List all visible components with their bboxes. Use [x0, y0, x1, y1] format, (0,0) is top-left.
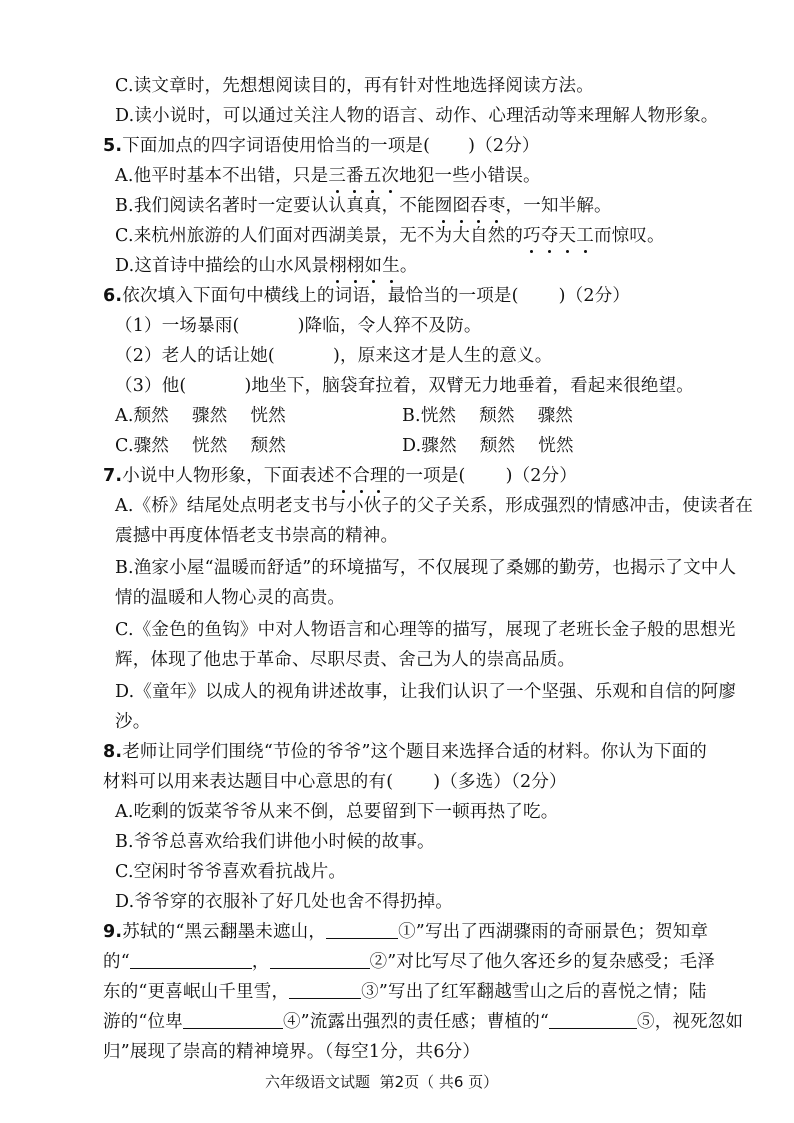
- question-9-line3: [103, 980, 707, 1004]
- question-number: 9.: [103, 922, 123, 942]
- fill-blank-3[interactable]: [289, 980, 361, 999]
- q5-option-b: [115, 194, 612, 218]
- question-text: ②”对比写尽了他久客还乡的复杂感受；毛泽: [369, 952, 716, 972]
- question-text: 材料可以用来表达题目中心意思的有(: [103, 772, 394, 792]
- dotted-char: 理: [370, 466, 388, 486]
- sentence-text: )降临，令人猝不及防。: [297, 316, 482, 336]
- q8-option-c: C.空闲时爷爷喜欢看抗战片。: [115, 862, 347, 882]
- question-score: )（2分）: [468, 136, 540, 156]
- q8-option-d: D.爷爷穿的衣服补了好几处也舍不得扔掉。: [115, 892, 453, 912]
- question-text: 苏轼的“黑云翻墨未遮山，: [122, 922, 327, 942]
- question-number: 6.: [103, 286, 123, 306]
- q4-option-c: C.读文章时，先想想阅读目的，再有针对性地选择阅读方法。: [115, 76, 594, 96]
- question-text: 东的“更喜岷山千里雪，: [103, 982, 290, 1002]
- question-text: ③”写出了红军翻越雪山之后的喜悦之情；陆: [361, 982, 707, 1002]
- q7-option-d-line2: 沙。: [115, 712, 151, 732]
- question-text: 小说中人物形象，下面表述: [122, 466, 335, 486]
- q5-option-c: [115, 224, 665, 248]
- sentence-text: （2）老人的话让她(: [115, 346, 275, 366]
- option-text: B.我们阅读名著时一定要认认真真，不能: [115, 196, 435, 216]
- fill-blank-5[interactable]: [549, 1010, 637, 1029]
- q7-option-c-line1: C.《金色的鱼钩》中对人物语言和心理等的描写，展现了老班长金子般的思想光: [115, 620, 736, 640]
- dotted-char: 合: [352, 466, 371, 486]
- dotted-char: 枣: [487, 196, 506, 216]
- fill-blank-2a[interactable]: [130, 950, 252, 969]
- question-text: 游的“位卑: [103, 1012, 183, 1032]
- question-text: 依次填入下面句中横线上的词语，最恰当的一项是(: [122, 286, 519, 306]
- dotted-char: 番: [346, 166, 364, 186]
- dotted-char: 五: [363, 166, 382, 186]
- option-text: 地犯一些小错误。: [399, 166, 541, 186]
- question-text: 下面加点的四字词语使用恰当的一项是(: [122, 136, 431, 156]
- q7-option-a-line2: 震撼中再度体悟老支书崇高的精神。: [115, 526, 399, 546]
- question-5-stem: [103, 134, 540, 158]
- dotted-char: 天: [558, 226, 577, 246]
- dotted-char: 不: [334, 466, 353, 486]
- q8-option-b: B.爷爷总喜欢给我们讲他小时候的故事。: [115, 832, 435, 852]
- dotted-char: 囵: [452, 196, 471, 216]
- question-text: ①”写出了西湖骤雨的奇丽景色；贺知章: [398, 922, 709, 942]
- question-number: 5.: [103, 136, 123, 156]
- sentence-text: )，原来这才是人生的意义。: [332, 346, 553, 366]
- q5-option-d: [115, 254, 418, 278]
- question-7-stem: [103, 464, 577, 488]
- dotted-char: 巧: [523, 226, 541, 246]
- question-9-line2: [103, 950, 715, 974]
- q7-option-b-line1: B.渔家小屋“温暖而舒适”的环境描写，不仅展现了桑娜的勤劳，也揭示了文中人: [115, 558, 737, 578]
- footer-page-number: 第2页（ 共6 页）: [379, 1073, 499, 1091]
- dotted-char: 栩: [346, 256, 365, 276]
- dotted-char: 工: [576, 226, 594, 246]
- question-text: ④”流露出强烈的责任感；曹植的“: [282, 1012, 550, 1032]
- q5-option-a: [115, 164, 541, 188]
- q4-option-d: D.读小说时，可以通过关注人物的语言、动作、心理活动等来理解人物形象。: [115, 106, 719, 126]
- option-text: 而惊叹。: [593, 226, 665, 246]
- option-text: ，一知半解。: [505, 196, 612, 216]
- question-8-stem-line2: [103, 770, 567, 794]
- dotted-char: 囫: [434, 196, 453, 216]
- q7-option-c-line2: 辉，体现了他忠于革命、尽职尽责、舍己为人的崇高品质。: [115, 650, 576, 670]
- question-9-line1: [103, 920, 708, 944]
- option-text: C.来杭州旅游的人们面对西湖美景，无不为大自然的: [115, 226, 524, 246]
- option-text: 。: [399, 256, 418, 276]
- option-text: A.他平时基本不出错，只是: [115, 166, 329, 186]
- question-text: 老师让同学们围绕“节俭的爷爷”这个题目来选择合适的材料。你认为下面的: [122, 742, 707, 762]
- question-text: 的一项是(: [387, 466, 466, 486]
- q7-option-a-line1: A.《桥》结尾处点明老支书与小伙子的父子关系，形成强烈的情感冲击，使读者在: [115, 496, 754, 516]
- fill-blank-1[interactable]: [326, 920, 398, 939]
- page-footer: [265, 1072, 498, 1092]
- sentence-text: )地坐下，脑袋耷拉着，双臂无力地垂着，看起来很绝望。: [244, 376, 694, 396]
- q6-sentence-2: [115, 344, 552, 368]
- q7-option-d-line1: D.《童年》以成人的视角讲述故事，让我们认识了一个坚强、乐观和自信的阿廖: [115, 682, 737, 702]
- q7-option-b-line2: 情的温暖和人物心灵的高贵。: [115, 588, 346, 608]
- question-9-line5: 归”展现了崇高的精神境界。（每空1分，共6分）: [103, 1042, 481, 1062]
- dotted-char: 吞: [470, 196, 488, 216]
- question-score: )（2分）: [558, 286, 631, 306]
- question-number: 8.: [103, 742, 123, 762]
- dotted-char: 次: [381, 166, 400, 186]
- question-text: ，: [251, 952, 270, 972]
- question-text: 的“: [103, 952, 130, 972]
- q6-option-b: B.恍然 颓然 骤然: [402, 406, 574, 426]
- option-text: D.这首诗中描绘的山水风景: [115, 256, 330, 276]
- dotted-char: 生: [382, 256, 400, 276]
- question-9-line4: [103, 1010, 743, 1034]
- sentence-text: （3）他(: [115, 376, 187, 396]
- dotted-char: 夺: [540, 226, 559, 246]
- dotted-char: 如: [364, 256, 383, 276]
- q6-sentence-1: [115, 314, 482, 338]
- fill-blank-2b[interactable]: [270, 950, 370, 969]
- sentence-text: （1）一场暴雨(: [115, 316, 240, 336]
- q6-option-a: A.颓然 骤然 恍然: [115, 406, 286, 426]
- question-number: 7.: [103, 466, 123, 486]
- dotted-char: 栩: [329, 256, 347, 276]
- question-6-stem: [103, 284, 630, 308]
- question-score: )（2分）: [505, 466, 578, 486]
- fill-blank-4[interactable]: [183, 1010, 283, 1029]
- q6-option-c: C.骤然 恍然 颓然: [115, 436, 287, 456]
- footer-subject: 六年级语文试题: [265, 1073, 371, 1091]
- q8-option-a: A.吃剩的饭菜爷爷从来不倒，总要留到下一顿再热了吃。: [115, 802, 559, 822]
- q6-option-d: D.骤然 颓然 恍然: [402, 436, 574, 456]
- question-8-stem: [103, 740, 707, 764]
- question-score: )（多选）（2分）: [433, 772, 567, 792]
- q6-sentence-3: [115, 374, 694, 398]
- question-text: ⑤，视死忽如: [637, 1012, 744, 1032]
- dotted-char: 三: [328, 166, 347, 186]
